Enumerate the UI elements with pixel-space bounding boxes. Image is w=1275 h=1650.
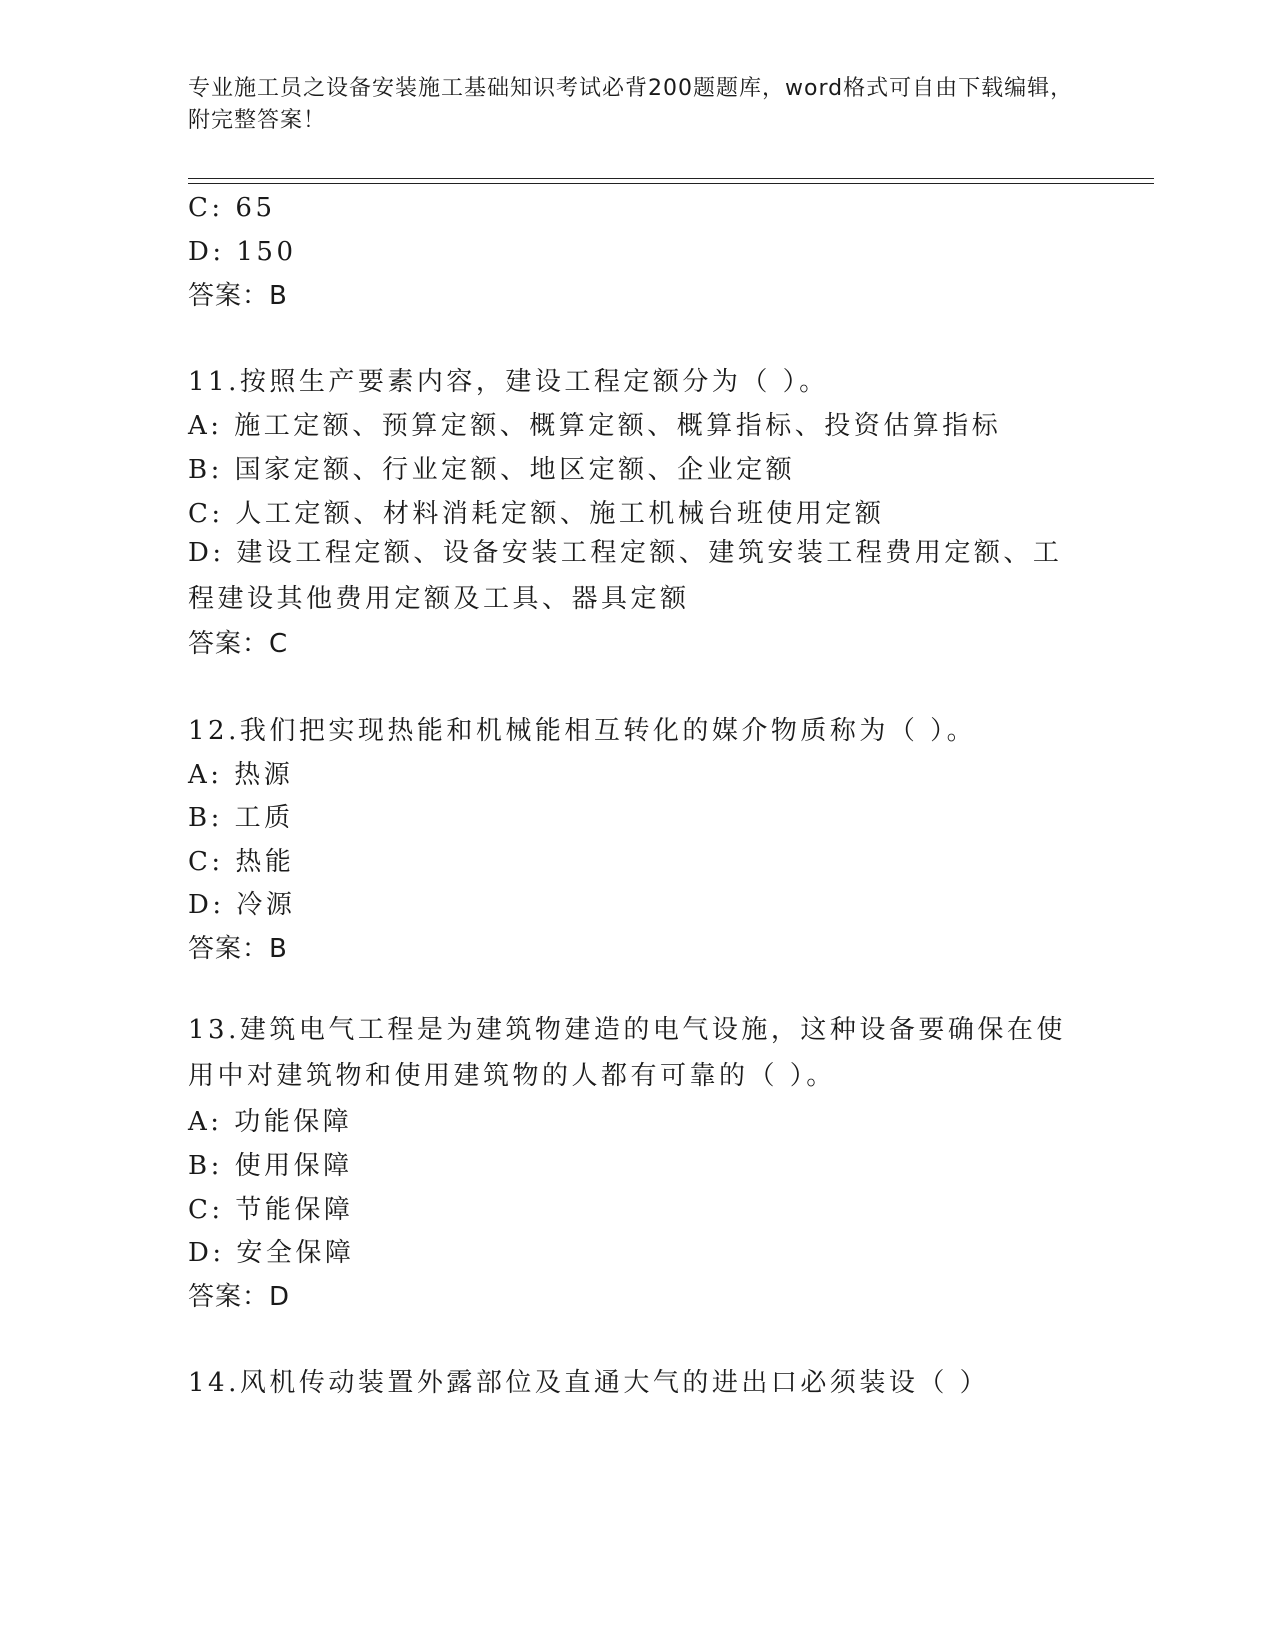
option-a: A: 功能保障 [188, 1107, 353, 1137]
option-d: D: 冷源 [188, 890, 296, 920]
question-stem: 11.按照生产要素内容，建设工程定额分为（ ）。 [188, 367, 829, 397]
header-rule-bottom [188, 183, 1154, 184]
answer-line: 答案：B [188, 281, 288, 311]
option-a: A: 施工定额、预算定额、概算定额、概算指标、投资估算指标 [188, 411, 1002, 441]
option-d: D: 150 [188, 237, 297, 267]
question-stem: 13.建筑电气工程是为建筑物建造的电气设施，这种设备要确保在使用中对建筑物和使用建筑物的人都有可靠的（ ）。 [188, 1015, 1066, 1091]
answer-line: 答案：B [188, 934, 288, 964]
option-b: B: 工质 [188, 803, 294, 833]
option-d: D: 安全保障 [188, 1238, 355, 1268]
option-c: C: 65 [188, 193, 276, 223]
option-b: B: 国家定额、行业定额、地区定额、企业定额 [188, 455, 796, 485]
option-c: C: 节能保障 [188, 1195, 354, 1225]
option-b: B: 使用保障 [188, 1151, 353, 1181]
document-header: 专业施工员之设备安装施工基础知识考试必背200题题库，word格式可自由下载编辑，附完整答案！ [188, 76, 1074, 133]
answer-line: 答案：D [188, 1282, 291, 1312]
option-d: D: 建设工程定额、设备安装工程定额、建筑安装工程费用定额、工程建设其他费用定额及工具、器具定额 [188, 538, 1063, 614]
option-a: A: 热源 [188, 760, 294, 790]
answer-line: 答案：C [188, 629, 289, 659]
option-c: C: 人工定额、材料消耗定额、施工机械台班使用定额 [188, 499, 885, 529]
header-rule-top [188, 178, 1154, 179]
question-stem: 14.风机传动装置外露部位及直通大气的进出口必须装设（ ） [188, 1368, 990, 1398]
question-stem: 12.我们把实现热能和机械能相互转化的媒介物质称为（ ）。 [188, 716, 977, 746]
option-c: C: 热能 [188, 847, 295, 877]
